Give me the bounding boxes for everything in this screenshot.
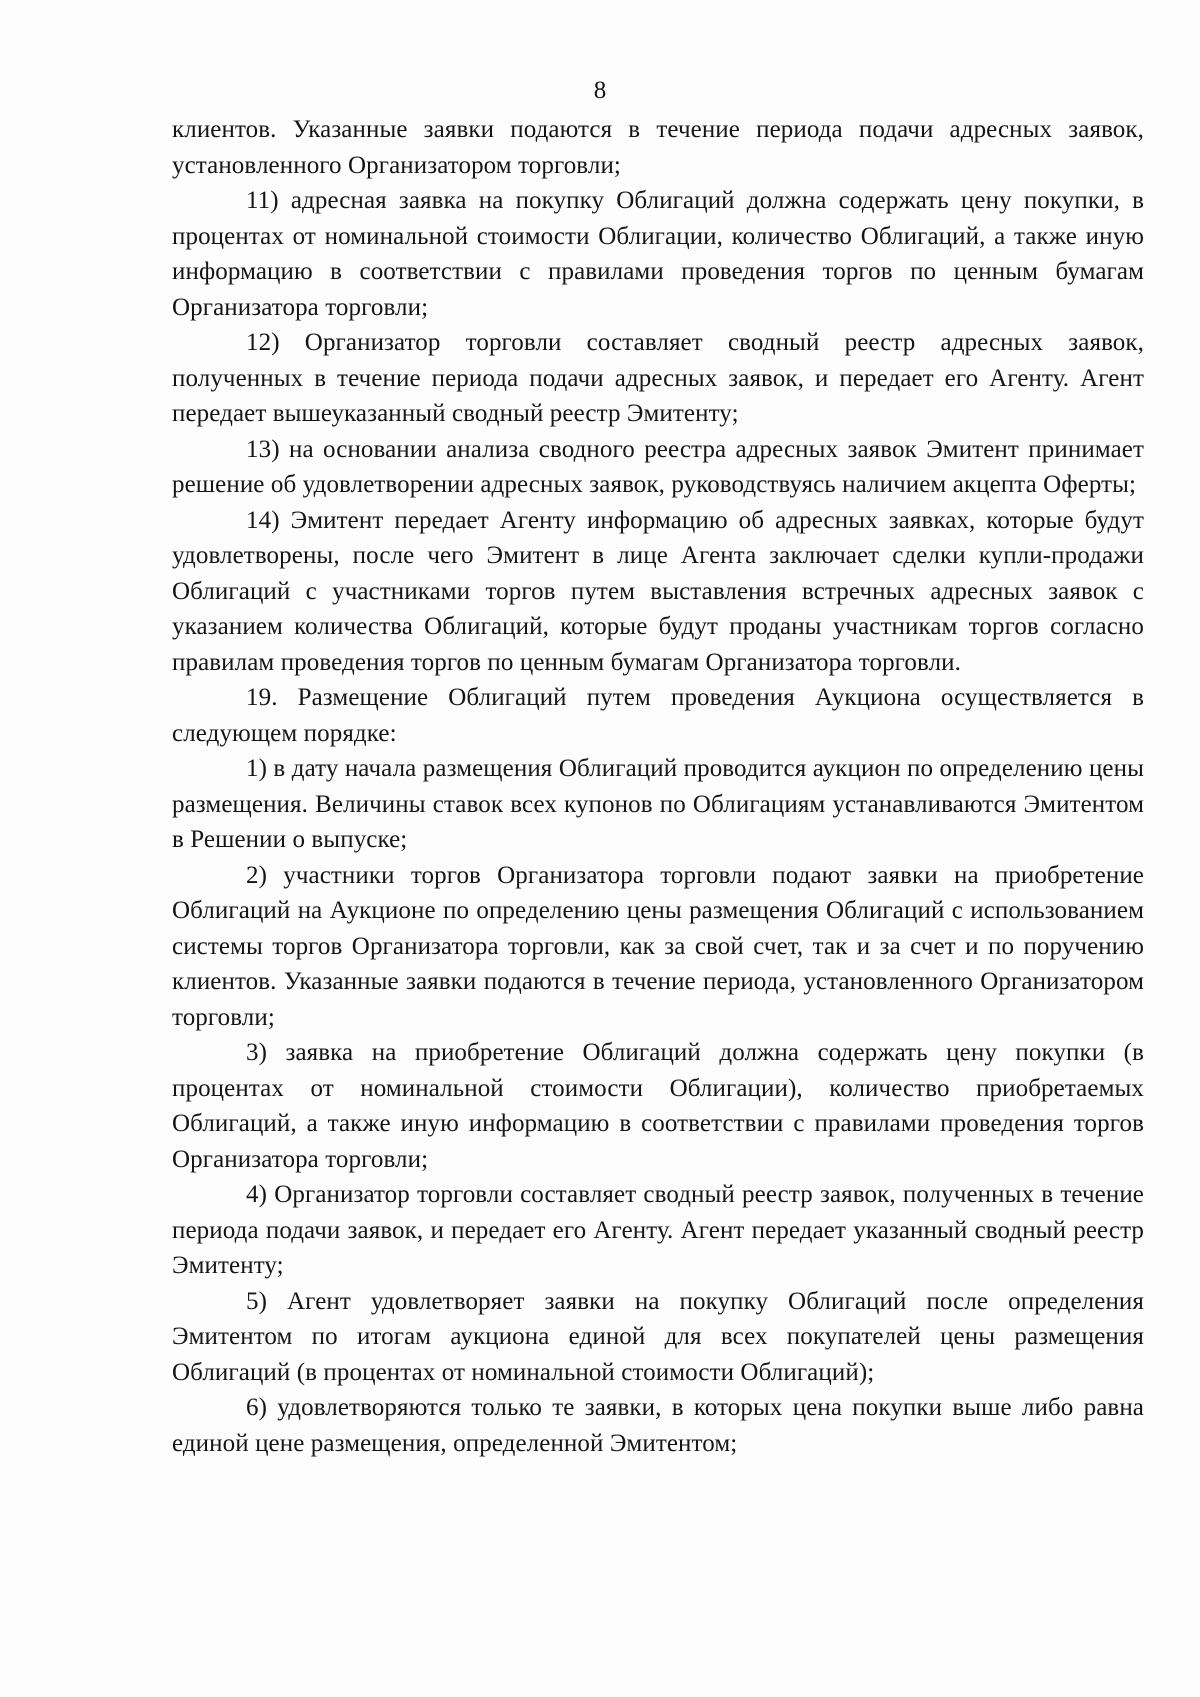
paragraph-section-19: 19. Размещение Облигаций путем проведения Аукциона осуществляется в следующем порядке: bbox=[172, 684, 1144, 747]
page-number: 8 bbox=[593, 77, 607, 104]
paragraph-item-11: 11) адресная заявка на покупку Облигаций должна содержать цену покупки, в процентах от номинальной стоимости Облигации, количество Облигаций, а также иную информацию в соответствии с правилами проведения торгов по ценным бумагам Организатора торговли; bbox=[172, 187, 1144, 321]
paragraph-item-5: 5) Агент удовлетворяет заявки на покупку Облигаций после определения Эмитентом по итогам аукциона единой для всех покупателей цены размещения Облигаций (в процентах от номинальной стоимости Облигаций); bbox=[172, 1287, 1144, 1386]
paragraph-item-1: 1) в дату начала размещения Облигаций проводится аукцион по определению цены размещения. Величины ставок всех купонов по Облигациям устанавливаются Эмитентом в Решении о выпуске; bbox=[172, 755, 1144, 853]
paragraph-item-14: 14) Эмитент передает Агенту информацию об адресных заявках, которые будут удовлетворены, после чего Эмитент в лице Агента заключает сделки купли-продажи Облигаций с участниками торгов путем выставления встречных адресных заявок с указанием количества Облигаций, которые будут проданы участникам торгов согласно правилам проведения торгов по ценным бумагам Организатора торговли. bbox=[172, 506, 1144, 676]
document-body bbox=[172, 112, 1144, 1461]
paragraph-item-13: 13) на основании анализа сводного реестра адресных заявок Эмитент принимает решение об удовлетворении адресных заявок, руководствуясь наличием акцепта Оферты; bbox=[172, 435, 1144, 498]
paragraph-item-3: 3) заявка на приобретение Облигаций должна содержать цену покупки (в процентах от номинальной стоимости Облигации), количество приобретаемых Облигаций, а также иную информацию в соответствии с правилами проведения торгов Организатора торговли; bbox=[172, 1039, 1144, 1173]
paragraph-item-2: 2) участники торгов Организатора торговли подают заявки на приобретение Облигаций на Аукционе по определению цены размещения Облигаций с использованием системы торгов Организатора торговли, как за свой счет, так и за счет и по поручению клиентов. Указанные заявки подаются в течение периода, установленного Организатором торговли; bbox=[172, 861, 1144, 1031]
paragraph-continuation: клиентов. Указанные заявки подаются в течение периода подачи адресных заявок, установленного Организатором торговли; bbox=[172, 116, 1144, 179]
paragraph-item-6: 6) удовлетворяются только те заявки, в которых цена покупки выше либо равна единой цене размещения, определенной Эмитентом; bbox=[172, 1394, 1144, 1457]
paragraph-item-12: 12) Организатор торговли составляет сводный реестр адресных заявок, полученных в течение периода подачи адресных заявок, и передает его Агенту. Агент передает вышеуказанный сводный реестр Эмитенту; bbox=[172, 329, 1144, 427]
paragraph-item-4: 4) Организатор торговли составляет сводный реестр заявок, полученных в течение периода подачи заявок, и передает его Агенту. Агент передает указанный сводный реестр Эмитенту; bbox=[172, 1181, 1144, 1279]
